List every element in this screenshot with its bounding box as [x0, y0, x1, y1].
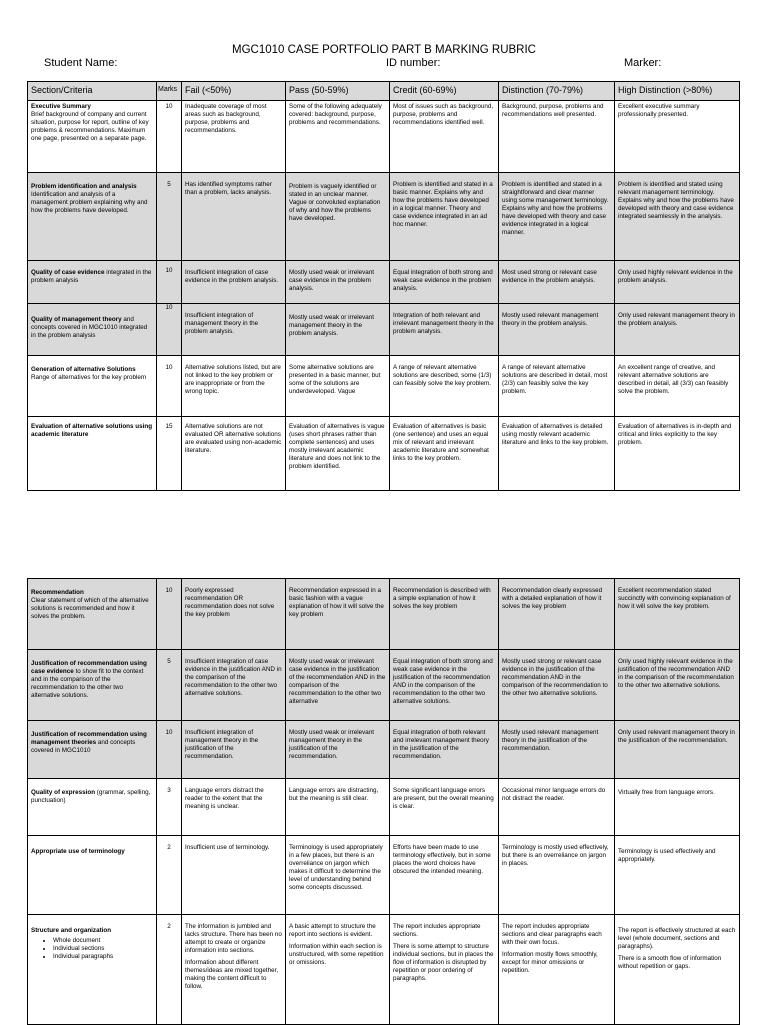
- row-generation-alternatives: [28, 355, 740, 416]
- criteria-cell: [28, 100, 157, 172]
- criteria-cell: [28, 416, 157, 490]
- marks-cell: 10: [157, 579, 182, 650]
- rubric-title: MGC1010 CASE PORTFOLIO PART B MARKING RUBRIC: [232, 44, 536, 56]
- hd-cell: Only used highly relevant evidence in the problem analysis.: [615, 260, 740, 303]
- hd-cell: [615, 915, 740, 1025]
- marks-cell: 10: [157, 355, 182, 416]
- credit-cell: Evaluation of alternatives is basic (one sentence) and uses an equal mix of relevant and irrelevant academic literature and somewhat links to the key problem.: [390, 416, 499, 490]
- criteria-description: Brief background of company and current situation, purpose for report, outline of key problems & recommendations. Maximum one page, presented on a separate page.: [31, 110, 149, 142]
- marks-cell: 5: [157, 650, 182, 721]
- criteria-cell: [28, 579, 157, 650]
- criteria-cell: [28, 172, 157, 260]
- row-executive-summary: [28, 100, 740, 172]
- distinction-cell: Terminology is mostly used effectively, but there is an overreliance on jargon in places.: [499, 836, 615, 915]
- fail-cell: Insufficient integration of management theory in the problem analysis.: [182, 303, 286, 355]
- credit-cell: Problem is identified and stated in a basic manner. Explains why and how the problems have developed in a logical manner. Theory and case evidence integrated in an ad hoc manner.: [390, 172, 499, 260]
- hd-cell: Terminology is used effectively and appropriately.: [615, 836, 740, 915]
- criteria-title: Executive Summary: [31, 102, 91, 110]
- header-pass: Pass (50-59%): [286, 82, 390, 101]
- fail-cell: Alternative solutions listed, but are not linked to the key problem or are inappropriate or from the wrong topic.: [182, 355, 286, 416]
- hd-cell: An excellent range of creative, and relevant alternative solutions are described in detail, all (3/3) can feasibly solve the problem.: [615, 355, 740, 416]
- distinction-cell: Occasional minor language errors do not distract the reader.: [499, 779, 615, 836]
- header-credit: Credit (60-69%): [390, 82, 499, 101]
- criteria-description: Range of alternatives for the key problem: [31, 373, 147, 381]
- hd-cell: Problem is identified and stated using relevant management terminology. Explains why and how the problems have developed with theory and case evidence integrated seamlessly in the analysis.: [615, 172, 740, 260]
- criteria-description: Clear statement of which of the alternative solutions is recommended and how it solves the problem.: [31, 597, 149, 621]
- fail-cell: [182, 915, 286, 1025]
- credit-cell: Equal integration of both relevant and irrelevant management theory in the justification of the recommendation.: [390, 721, 499, 779]
- row-evaluation-alternatives: [28, 416, 740, 490]
- distinction-cell: Problem is identified and stated in a straightforward and clear manner using some management terminology. Explains why and how the problems have developed with theory and case evidence integrated in a logical manner.: [499, 172, 615, 260]
- rubric-table-part2: [27, 578, 740, 1025]
- fail-paragraph: The information is jumbled and lacks structure. There has been no attempt to create or organize information into sections.: [185, 923, 282, 955]
- criteria-title: Recommendation: [31, 589, 84, 596]
- pass-paragraph: Information within each section is unstructured, with some repetition or omissions.: [289, 943, 384, 967]
- credit-cell: A range of relevant alternative solutions are described, some (1/3) can feasibly solve the key problem.: [390, 355, 499, 416]
- criteria-description: (grammar, spelling, punctuation): [31, 789, 151, 805]
- criteria-bullet-list: [31, 937, 153, 961]
- credit-cell: Recommendation is described with a simple explanation of how it solves the key problem: [390, 579, 499, 650]
- fail-cell: Language errors distract the reader to the extent that the meaning is unclear.: [182, 779, 286, 836]
- marks-cell: 15: [157, 416, 182, 490]
- hd-paragraph: The report is effectively structured at each level (whole document, sections and paragraphs).: [618, 927, 736, 951]
- pass-cell: Some alternative solutions are presented in a basic manner, but some of the solutions are underdeveloped. Vague: [286, 355, 390, 416]
- marks-cell: 10: [157, 100, 182, 172]
- pass-cell: Mostly used weak or irrelevant case evidence in the problem analysis.: [286, 260, 390, 303]
- criteria-title: Quality of management theory: [31, 315, 122, 323]
- marks-cell: 5: [157, 172, 182, 260]
- pass-cell: Mostly used weak or irrelevant management theory in the justification of the recommendation.: [286, 721, 390, 779]
- fail-cell: Insufficient use of terminology.: [182, 836, 286, 915]
- row-structure-organization: [28, 915, 740, 1025]
- pass-cell: Terminology is used appropriately in a few places, but there is an overreliance on jargon which makes it difficult to determine the level of understanding behind some concepts discussed.: [286, 836, 390, 915]
- marks-cell: 10: [157, 303, 182, 355]
- criteria-title: Generation of alternative Solutions: [31, 365, 136, 373]
- hd-cell: Only used relevant management theory in the problem analysis.: [615, 303, 740, 355]
- hd-cell: Excellent executive summary professionally presented.: [615, 100, 740, 172]
- credit-cell: Efforts have been made to use terminology effectively, but in some places the word choices have obscured the intended meaning.: [390, 836, 499, 915]
- distinction-paragraph: The report includes appropriate sections and clear paragraphs each with their own focus.: [502, 923, 602, 947]
- id-number-label: ID number:: [386, 57, 441, 69]
- row-problem-identification: [28, 172, 740, 260]
- hd-cell: Virtually free from language errors.: [615, 779, 740, 836]
- row-case-evidence: [28, 260, 740, 303]
- pass-cell: Recommendation expressed in a basic fashion with a vague explanation of how it will solve the key problem: [286, 579, 390, 650]
- fail-cell: Alternative solutions are not evaluated OR alternative solutions are evaluated using non-academic literature.: [182, 416, 286, 490]
- fail-cell: Inadequate coverage of most areas such as background, purpose, problems and recommendations.: [182, 100, 286, 172]
- criteria-cell: [28, 260, 157, 303]
- header-row: [28, 82, 740, 101]
- hd-cell: Excellent recommendation stated succinctly with convincing explanation of how it will solve the key problem.: [615, 579, 740, 650]
- fail-cell: Poorly expressed recommendation OR recommendation does not solve the key problem: [182, 579, 286, 650]
- credit-cell: Integration of both relevant and irrelevant management theory in the problem analysis.: [390, 303, 499, 355]
- criteria-title: Justification of recommendation using management theories: [31, 731, 147, 747]
- criteria-description: Identification and analysis of a management problem explaining why and how the problems have developed.: [31, 190, 148, 214]
- fail-paragraph: Information about different themes/ideas are mixed together, making the content difficult to follow.: [185, 959, 279, 991]
- header-high-distinction: High Distinction (>80%): [615, 82, 740, 101]
- pass-cell: Problem is vaguely identified or stated in an unclear manner. Vague or convoluted explanation of why and how the problems have developed.: [286, 172, 390, 260]
- distinction-cell: Most used strong or relevant case evidence in the problem analysis.: [499, 260, 615, 303]
- pass-cell: Language errors are distracting, but the meaning is still clear.: [286, 779, 390, 836]
- criteria-cell: [28, 355, 157, 416]
- criteria-title: Problem identification and analysis: [31, 182, 137, 190]
- pass-cell: Mostly used weak or irrelevant case evidence in the justification of the recommendation AND in the comparison of the recommendation to the other two alternative: [286, 650, 390, 721]
- criteria-cell: [28, 721, 157, 779]
- criteria-description: integrated in the problem analysis: [31, 268, 152, 284]
- row-justification-case-evidence: [28, 650, 740, 721]
- credit-cell: [390, 915, 499, 1025]
- criteria-cell: [28, 650, 157, 721]
- distinction-cell: Mostly used relevant management theory in the justification of the recommendation.: [499, 721, 615, 779]
- credit-cell: Equal integration of both strong and weak case evidence in the justification of the recommendation AND in the comparison of the recommendation to the other two alternative solutions.: [390, 650, 499, 721]
- list-item: • Individual sections: [53, 945, 153, 953]
- credit-paragraph: There is some attempt to structure individual sections, but in places the flow of information is disrupted by repetition or poor ordering of paragraphs.: [393, 943, 494, 983]
- criteria-description: and concepts covered in MGC1010 integrated in the problem analysis: [31, 315, 148, 339]
- criteria-description: and concepts covered in MGC1010: [31, 739, 136, 755]
- fail-cell: Has identified symptoms rather than a problem, lacks analysis.: [182, 172, 286, 260]
- distinction-cell: Evaluation of alternatives is detailed using mostly relevant academic literature and links to the key problem.: [499, 416, 615, 490]
- distinction-cell: A range of relevant alternative solutions are described in detail, most (2/3) can feasibly solve the key problem.: [499, 355, 615, 416]
- marks-cell: 10: [157, 721, 182, 779]
- header-section-criteria: Section/Criteria: [28, 82, 157, 101]
- row-management-theory: [28, 303, 740, 355]
- distinction-cell: [499, 915, 615, 1025]
- distinction-cell: Recommendation clearly expressed with a detailed explanation of how it solves the key problem: [499, 579, 615, 650]
- row-quality-expression: [28, 779, 740, 836]
- list-item: • Individual paragraphs: [53, 953, 153, 961]
- marker-label: Marker:: [624, 57, 662, 69]
- marks-cell: 2: [157, 915, 182, 1025]
- pass-cell: [286, 915, 390, 1025]
- student-name-label: Student Name:: [44, 57, 118, 69]
- distinction-cell: Mostly used strong or relevant case evidence in the justification of the recommendation AND in the comparison of the recommendation to the other two alternative solutions.: [499, 650, 615, 721]
- pass-cell: Some of the following adequately covered: background, purpose, problems and recommendations.: [286, 100, 390, 172]
- criteria-title: Quality of expression: [31, 789, 96, 796]
- distinction-cell: Mostly used relevant management theory in the problem analysis.: [499, 303, 615, 355]
- pass-cell: Evaluation of alternatives is vague (uses short phrases rather than complete sentences) and uses mostly irrelevant academic literature and does not link to the problem identified.: [286, 416, 390, 490]
- hd-cell: Only used relevant management theory in the justification of the recommendation.: [615, 721, 740, 779]
- pass-paragraph: A basic attempt to structure the report into sections is evident.: [289, 923, 376, 939]
- criteria-title: Justification of recommendation using case evidence: [31, 660, 147, 676]
- hd-cell: Evaluation of alternatives is in-depth and critical and links explicitly to the key problem.: [615, 416, 740, 490]
- pass-cell: Mostly used weak or irrelevant management theory in the problem analysis.: [286, 303, 390, 355]
- criteria-title: Appropriate use of terminology: [31, 848, 125, 855]
- marks-cell: 2: [157, 836, 182, 915]
- credit-cell: Some significant language errors are present, but the overall meaning is clear.: [390, 779, 499, 836]
- marks-cell: 3: [157, 779, 182, 836]
- fail-cell: Insufficient integration of management theory in the justification of the recommendation.: [182, 721, 286, 779]
- header-marks: Marks: [157, 82, 182, 101]
- rubric-table-part1: [27, 81, 740, 491]
- criteria-title: Evaluation of alternative solutions using academic literature: [31, 422, 153, 438]
- row-terminology: [28, 836, 740, 915]
- criteria-cell: [28, 779, 157, 836]
- criteria-title: Quality of case evidence: [31, 268, 105, 276]
- hd-cell: Only used highly relevant evidence in the justification of the recommendation AND in the comparison of the recommendation to the other two alternative solutions.: [615, 650, 740, 721]
- fail-cell: Insufficient integration of case evidence in the problem analysis.: [182, 260, 286, 303]
- hd-paragraph: There is a smooth flow of information without repetition or gaps.: [618, 955, 722, 971]
- marks-cell: 10: [157, 260, 182, 303]
- header-fail: Fail (<50%): [182, 82, 286, 101]
- distinction-paragraph: Information mostly flows smoothly, except for minor omissions or repetition.: [502, 951, 598, 975]
- row-recommendation: [28, 579, 740, 650]
- credit-cell: Most of issues such as background, purpose, problems and recommendations identified well.: [390, 100, 499, 172]
- criteria-cell: [28, 915, 157, 1025]
- header-distinction: Distinction (70-79%): [499, 82, 615, 101]
- criteria-description: to show fit to the context and in the comparison of the recommendation to the other two alternative solutions.: [31, 668, 144, 700]
- row-justification-management-theories: [28, 721, 740, 779]
- fail-cell: Insufficient integration of case evidence in the justification AND in the comparison of the recommendation to the other two alternative solutions.: [182, 650, 286, 721]
- credit-paragraph: The report includes appropriate sections.: [393, 923, 481, 939]
- credit-cell: Equal integration of both strong and weak case evidence in the problem analysis.: [390, 260, 499, 303]
- criteria-title: Structure and organization: [31, 927, 112, 934]
- criteria-cell: [28, 836, 157, 915]
- criteria-cell: [28, 303, 157, 355]
- distinction-cell: Background, purpose, problems and recommendations well presented.: [499, 100, 615, 172]
- list-item: • Whole document: [53, 937, 153, 945]
